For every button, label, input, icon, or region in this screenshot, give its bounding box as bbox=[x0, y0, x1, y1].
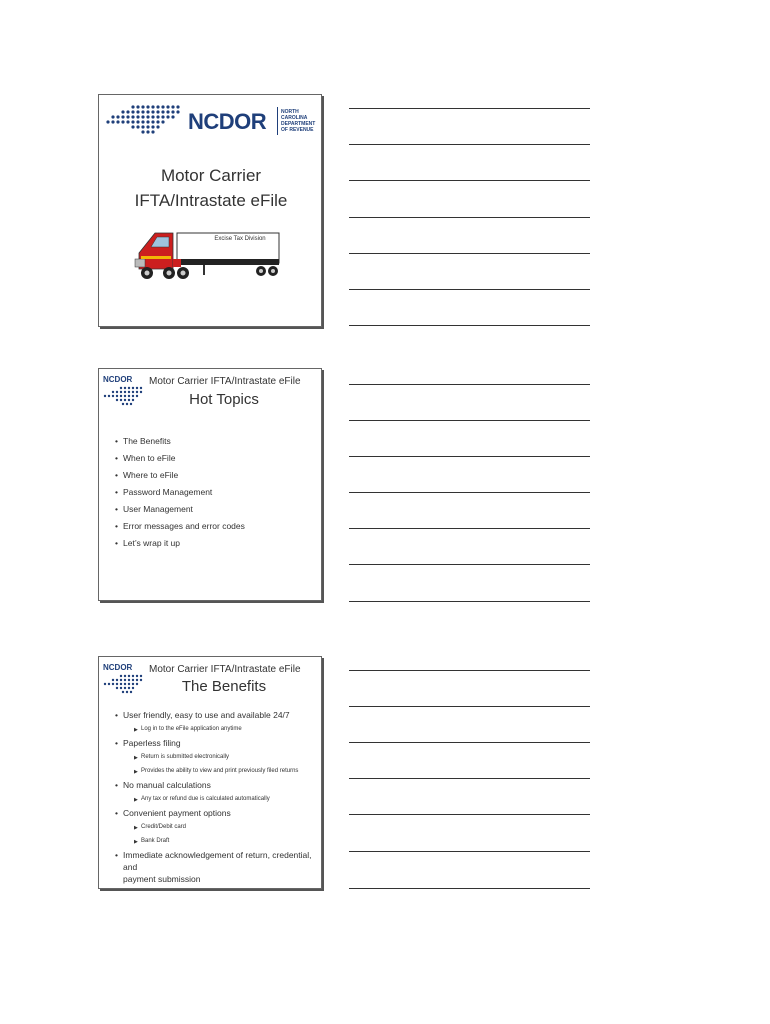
list-item: • Where to eFile bbox=[115, 467, 245, 484]
note-line bbox=[349, 814, 590, 815]
slide-title: The Benefits bbox=[181, 678, 267, 695]
list-item: • When to eFile bbox=[115, 450, 245, 467]
slide-header: Motor Carrier IFTA/Intrastate eFile bbox=[149, 376, 301, 387]
bullet-text: User friendly, easy to use and available 24/7 bbox=[123, 710, 290, 720]
slide-3 bbox=[98, 656, 322, 889]
ncdor-mini-logo bbox=[103, 375, 147, 415]
benefits-list bbox=[115, 709, 315, 885]
mini-logo-text: NCDOR bbox=[103, 375, 133, 384]
note-line bbox=[349, 253, 590, 254]
bullet-text: No manual calculations bbox=[123, 780, 211, 790]
logo-sub-line: NORTH bbox=[281, 109, 299, 115]
logo-subtitle bbox=[281, 109, 315, 133]
ncdor-logo bbox=[103, 101, 317, 139]
trailer-label: Excise Tax Division bbox=[214, 236, 266, 242]
bullet-text: Convenient payment options bbox=[123, 808, 231, 818]
sub-item: ▶ Any tax or refund due is calculated automatically bbox=[123, 793, 315, 805]
nc-map-icon bbox=[103, 385, 147, 411]
nc-map-dots-icon bbox=[103, 101, 183, 141]
note-line bbox=[349, 888, 590, 889]
sub-item: ▶ Log in to the eFile application anytime bbox=[123, 723, 315, 735]
note-line bbox=[349, 420, 590, 421]
logo-sub-line: CAROLINA bbox=[281, 115, 308, 121]
slide-title-line1: Motor Carrier bbox=[160, 166, 262, 185]
note-line bbox=[349, 180, 590, 181]
slide-2 bbox=[98, 368, 322, 601]
bullet-text: Immediate acknowledgement of return, credential, and bbox=[123, 850, 312, 872]
topic-list bbox=[115, 433, 245, 552]
list-item: • Let’s wrap it up bbox=[115, 535, 245, 552]
note-line bbox=[349, 670, 590, 671]
slide-1 bbox=[98, 94, 322, 327]
note-line bbox=[349, 325, 590, 326]
note-line bbox=[349, 601, 590, 602]
sub-item: ▶ Bank Draft bbox=[123, 835, 315, 847]
bullet-text-cont: payment submission bbox=[123, 874, 201, 884]
sub-item: ▶ Return is submitted electronically bbox=[123, 751, 315, 763]
list-item: • The Benefits bbox=[115, 433, 245, 450]
list-item bbox=[115, 849, 315, 885]
bullet-text: Paperless filing bbox=[123, 738, 181, 748]
logo-sub-line: DEPARTMENT bbox=[281, 121, 316, 127]
list-item bbox=[115, 807, 315, 847]
slide-title-line2: IFTA/Intrastate eFile bbox=[134, 191, 288, 210]
slide-title: Hot Topics bbox=[189, 391, 259, 408]
note-line bbox=[349, 108, 590, 109]
note-line bbox=[349, 456, 590, 457]
note-line bbox=[349, 492, 590, 493]
sub-item: ▶ Credit/Debit card bbox=[123, 821, 315, 833]
slide-header: Motor Carrier IFTA/Intrastate eFile bbox=[149, 664, 301, 675]
note-line bbox=[349, 564, 590, 565]
sub-item: ▶ Provides the ability to view and print previously filed returns bbox=[123, 765, 315, 777]
list-item bbox=[115, 709, 315, 735]
ncdor-mini-logo bbox=[103, 663, 147, 703]
list-item: • Password Management bbox=[115, 484, 245, 501]
note-line bbox=[349, 851, 590, 852]
list-item bbox=[115, 737, 315, 777]
note-line bbox=[349, 528, 590, 529]
note-line bbox=[349, 217, 590, 218]
mini-logo-text: NCDOR bbox=[103, 663, 133, 672]
note-line bbox=[349, 706, 590, 707]
logo-divider bbox=[277, 107, 278, 135]
logo-wordmark: NCDOR bbox=[188, 109, 267, 134]
note-line bbox=[349, 742, 590, 743]
list-item: • User Management bbox=[115, 501, 245, 518]
logo-sub-line: OF REVENUE bbox=[281, 127, 314, 133]
list-item bbox=[115, 779, 315, 805]
note-line bbox=[349, 384, 590, 385]
note-line bbox=[349, 144, 590, 145]
note-line bbox=[349, 289, 590, 290]
list-item: • Error messages and error codes bbox=[115, 518, 245, 535]
note-line bbox=[349, 778, 590, 779]
nc-map-icon bbox=[103, 673, 147, 699]
